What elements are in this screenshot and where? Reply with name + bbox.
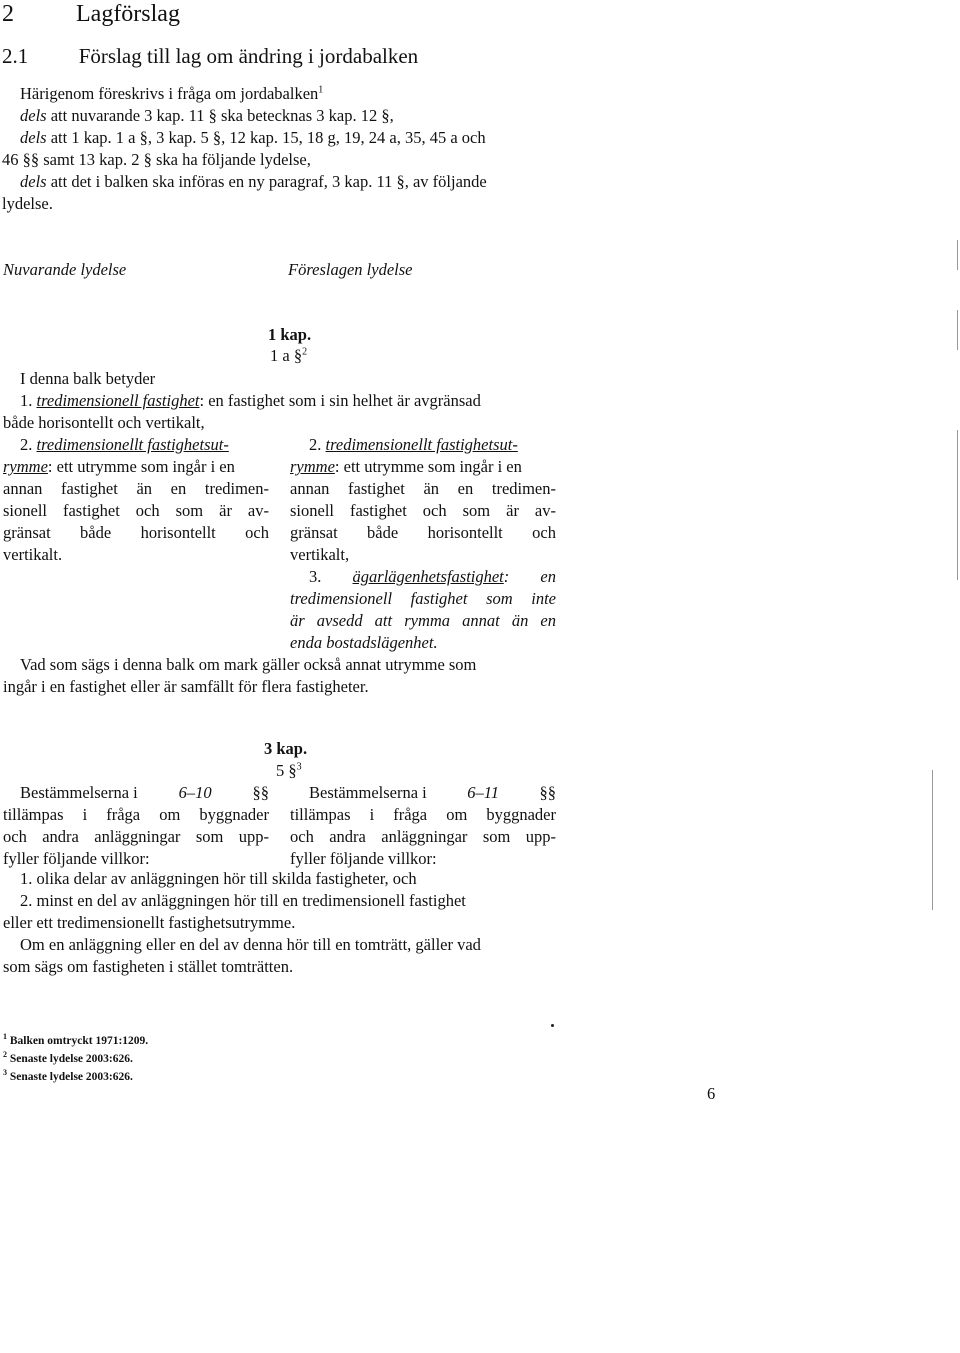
intro-line-5 [20, 171, 487, 192]
chapter-title: Lagförslag [76, 1, 180, 27]
footnote-ref-3: 3 [296, 761, 302, 773]
ch1-item-1-line-2: både horisontellt och vertikalt, [3, 413, 205, 432]
ch3-item-2-line-2: eller ett tredimensionellt fastighetsutrymme. [3, 913, 296, 932]
paragraph-label: 5 § [276, 761, 297, 780]
ch1-item-1 [20, 390, 481, 411]
new-item-3-line-1 [309, 566, 556, 587]
left-item-2-line-6: vertikalt. [3, 545, 63, 564]
defined-term: tredimensionellt fastighetsut- [325, 435, 518, 454]
ch3-right-line-1 [309, 782, 556, 803]
left-item-2-line-4: sionell fastighet och som är av- [3, 501, 269, 520]
section-symbol: §§ [539, 783, 556, 802]
paragraph-5-heading [276, 760, 302, 781]
item-number: 2. [20, 435, 37, 454]
new-item-3-line-4: enda bostadslägenhet. [290, 633, 438, 652]
line-text: Bestämmelserna i [309, 783, 427, 802]
new-item-3-line-2: tredimensionell fastighet som inte [290, 589, 556, 608]
column-header-current: Nuvarande lydelse [3, 260, 127, 279]
paragraph-label: 1 a § [270, 346, 303, 365]
intro-text: att det i balken ska införas en ny paragraf, 3 kap. 11 §, av följande [46, 172, 487, 191]
footnote-number: 3 [3, 1068, 7, 1078]
scan-dot [551, 1024, 554, 1027]
defined-term: ägarlägenhetsfastighet [352, 567, 504, 586]
new-item-3-line-3: är avsedd att rymma annat än en [290, 611, 556, 630]
line-text: Bestämmelserna i [20, 783, 138, 802]
item-text: : en [503, 567, 556, 586]
section-number: 2.1 [2, 44, 29, 68]
left-item-2-line-3: annan fastighet än en tredimen- [3, 479, 269, 498]
section-title: Förslag till lag om ändring i jordabalken [78, 44, 419, 68]
footnote-1 [3, 1034, 148, 1048]
chapter-heading [2, 0, 180, 28]
intro-line-2 [20, 105, 394, 126]
scan-mark [957, 430, 958, 580]
section-symbol: §§ [252, 783, 269, 802]
section-heading [2, 44, 418, 69]
chapter-1-heading: 1 kap. [268, 325, 312, 344]
ch3-left-line-3: och andra anläggningar som upp- [3, 827, 269, 846]
ch3-item-2-line-1: 2. minst en del av anläggningen hör till en tredimensionell fastighet [20, 891, 466, 910]
chapter-number: 2 [2, 1, 14, 27]
item-number: 1. [20, 391, 37, 410]
item-number: 2. [309, 435, 326, 454]
intro-line-4: 46 §§ samt 13 kap. 2 § ska ha följande lydelse, [2, 150, 311, 169]
paragraph-1a-heading [270, 345, 307, 366]
page-number: 6 [707, 1084, 716, 1103]
section-reference: 6–10 [178, 783, 212, 802]
left-item-2-line-5: gränsat både horisontellt och [3, 523, 269, 542]
intro-line-6: lydelse. [2, 194, 53, 213]
ch3-right-line-2: tillämpas i fråga om byggnader [290, 805, 556, 824]
right-item-2-line-4: sionell fastighet och som är av- [290, 501, 556, 520]
ch3-left-line-1 [20, 782, 269, 803]
intro-line-3 [20, 127, 486, 148]
right-item-2-line-6: vertikalt, [290, 545, 350, 564]
dels-prefix: dels [20, 106, 47, 125]
section-reference: 6–11 [467, 783, 500, 802]
left-item-2-line-2 [3, 456, 235, 477]
footnote-number: 2 [3, 1050, 7, 1060]
right-item-2-line-3: annan fastighet än en tredimen- [290, 479, 556, 498]
item-number: 3. [309, 567, 353, 586]
ch3-right-line-4: fyller följande villkor: [290, 849, 437, 868]
defined-term: rymme [3, 457, 48, 476]
intro-text: att nuvarande 3 kap. 11 § ska betecknas 3 kap. 12 §, [46, 106, 394, 125]
ch3-left-line-4: fyller följande villkor: [3, 849, 150, 868]
footnote-ref-1: 1 [318, 84, 324, 96]
defined-term: tredimensionellt fastighetsut- [36, 435, 229, 454]
right-item-2-line-1 [309, 434, 518, 455]
footnote-3 [3, 1070, 133, 1084]
footnote-text: Senaste lydelse 2003:626. [9, 1053, 133, 1065]
footnote-ref-2: 2 [302, 346, 308, 358]
right-item-2-line-2 [290, 456, 522, 477]
right-item-2-line-5: gränsat både horisontellt och [290, 523, 556, 542]
column-header-proposed: Föreslagen lydelse [288, 260, 413, 279]
dels-prefix: dels [20, 172, 47, 191]
ch3-right-line-3: och andra anläggningar som upp- [290, 827, 556, 846]
ch1-intro: I denna balk betyder [20, 369, 156, 388]
ch3-left-line-2: tillämpas i fråga om byggnader [3, 805, 269, 824]
dels-prefix: dels [20, 128, 47, 147]
item-text: : ett utrymme som ingår i en [47, 457, 235, 476]
chapter-3-heading: 3 kap. [264, 739, 308, 758]
left-item-2-line-1 [20, 434, 229, 455]
ch1-closing-line-2: ingår i en fastighet eller är samfällt för flera fastigheter. [3, 677, 369, 696]
intro-text: att 1 kap. 1 a §, 3 kap. 5 §, 12 kap. 15, 18 g, 19, 24 a, 35, 45 a och [46, 128, 486, 147]
scan-mark [932, 770, 933, 910]
item-text: : en fastighet som i sin helhet är avgränsad [199, 391, 481, 410]
scan-mark [957, 310, 958, 350]
ch3-closing-line-1: Om en anläggning eller en del av denna hör till en tomträtt, gäller vad [20, 935, 481, 954]
scan-mark [957, 240, 958, 270]
ch3-closing-line-2: som sägs om fastigheten i stället tomträtten. [3, 957, 294, 976]
item-text: : ett utrymme som ingår i en [334, 457, 522, 476]
defined-term: rymme [290, 457, 335, 476]
defined-term: tredimensionell fastighet [36, 391, 200, 410]
footnote-text: Senaste lydelse 2003:626. [9, 1071, 133, 1083]
ch3-item-1: 1. olika delar av anläggningen hör till skilda fastigheter, och [20, 869, 417, 888]
footnote-text: Balken omtryckt 1971:1209. [9, 1035, 149, 1047]
footnote-2 [3, 1052, 133, 1066]
intro-line-1 [20, 83, 323, 104]
footnote-number: 1 [3, 1032, 7, 1042]
intro-text: Härigenom föreskrivs i fråga om jordabalken [20, 84, 319, 103]
ch1-closing-line-1: Vad som sägs i denna balk om mark gäller också annat utrymme som [20, 655, 477, 674]
